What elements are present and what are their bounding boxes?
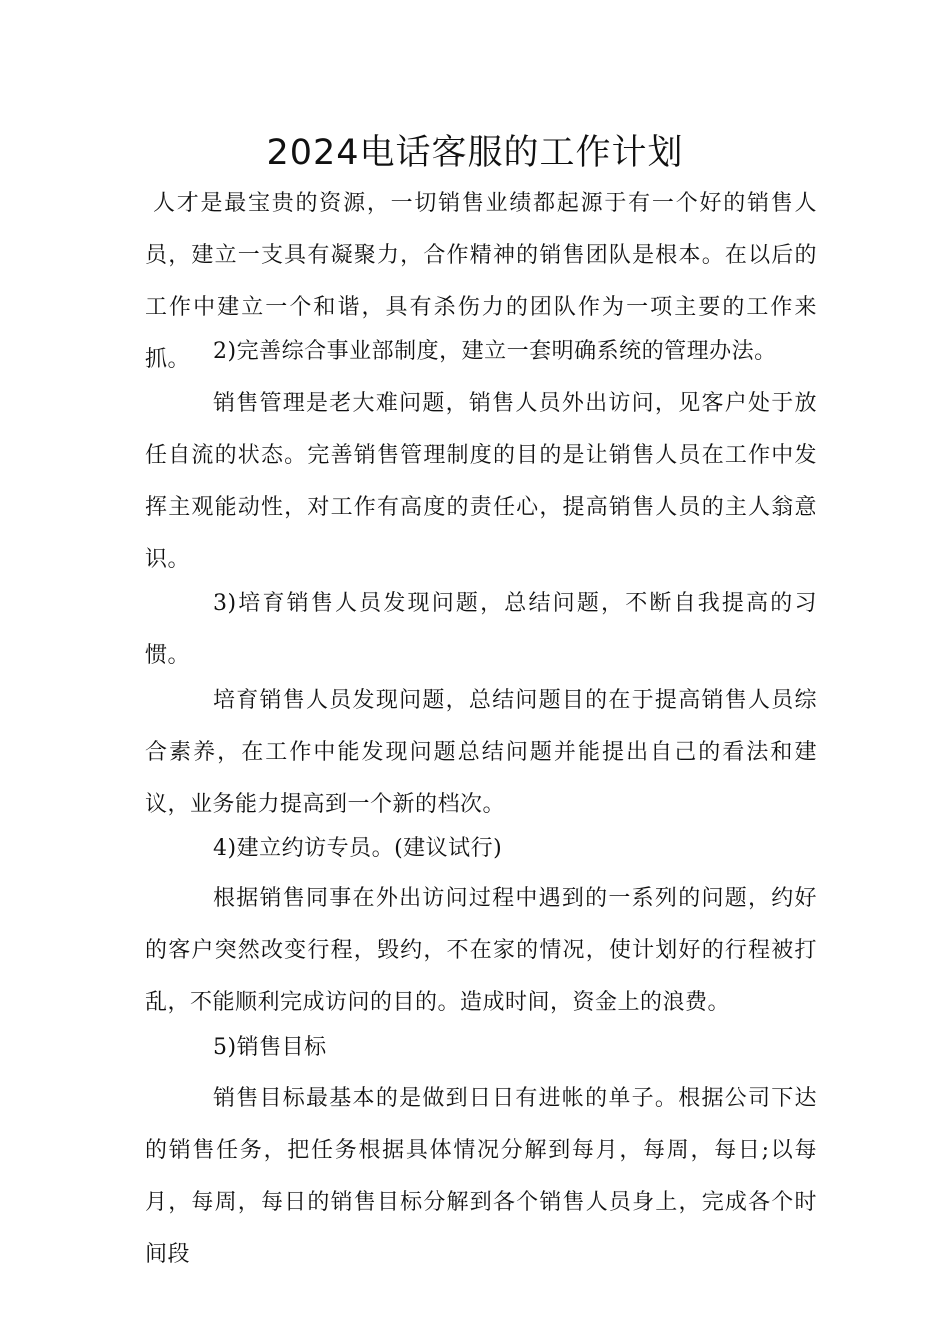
heading-item-2: 2)完善综合事业部制度，建立一套明确系统的管理办法。	[213, 339, 777, 364]
heading-item-4: 4)建立约访专员。(建议试行)	[213, 836, 503, 861]
paragraph-sales-target: 销售目标最基本的是做到日日有进帐的单子。根据公司下达的销售任务，把任务根据具体情况分解到每月，每周，每日;以每月，每周，每日的销售目标分解到各个销售人员身上，完成各个时间段	[145, 1086, 817, 1267]
heading-item-3: 3)培育销售人员发现问题，总结问题，不断自我提高的习惯。	[145, 591, 817, 668]
heading-item-5: 5)销售目标	[213, 1035, 327, 1060]
paragraph-appointment: 根据销售同事在外出访问过程中遇到的一系列的问题，约好的客户突然改变行程，毁约，不在家的情况，使计划好的行程被打乱，不能顺利完成访问的目的。造成时间，资金上的浪费。	[145, 886, 817, 1015]
paragraph-talent: 人才是最宝贵的资源，一切销售业绩都起源于有一个好的销售人员，建立一支具有凝聚力，合作精神的销售团队是根本。在以后的工作中建立一个和谐，具有杀伤力的团队作为一项主要的工作来抓。	[145, 191, 817, 372]
document-title: 2024电话客服的工作计划	[266, 133, 684, 173]
paragraph-problem-solving: 培育销售人员发现问题，总结问题目的在于提高销售人员综合素养，在工作中能发现问题总结问题并能提出自己的看法和建议，业务能力提高到一个新的档次。	[145, 688, 817, 817]
paragraph-sales-management: 销售管理是老大难问题，销售人员外出访问，见客户处于放任自流的状态。完善销售管理制度的目的是让销售人员在工作中发挥主观能动性，对工作有高度的责任心，提高销售人员的主人翁意识。	[145, 391, 817, 572]
